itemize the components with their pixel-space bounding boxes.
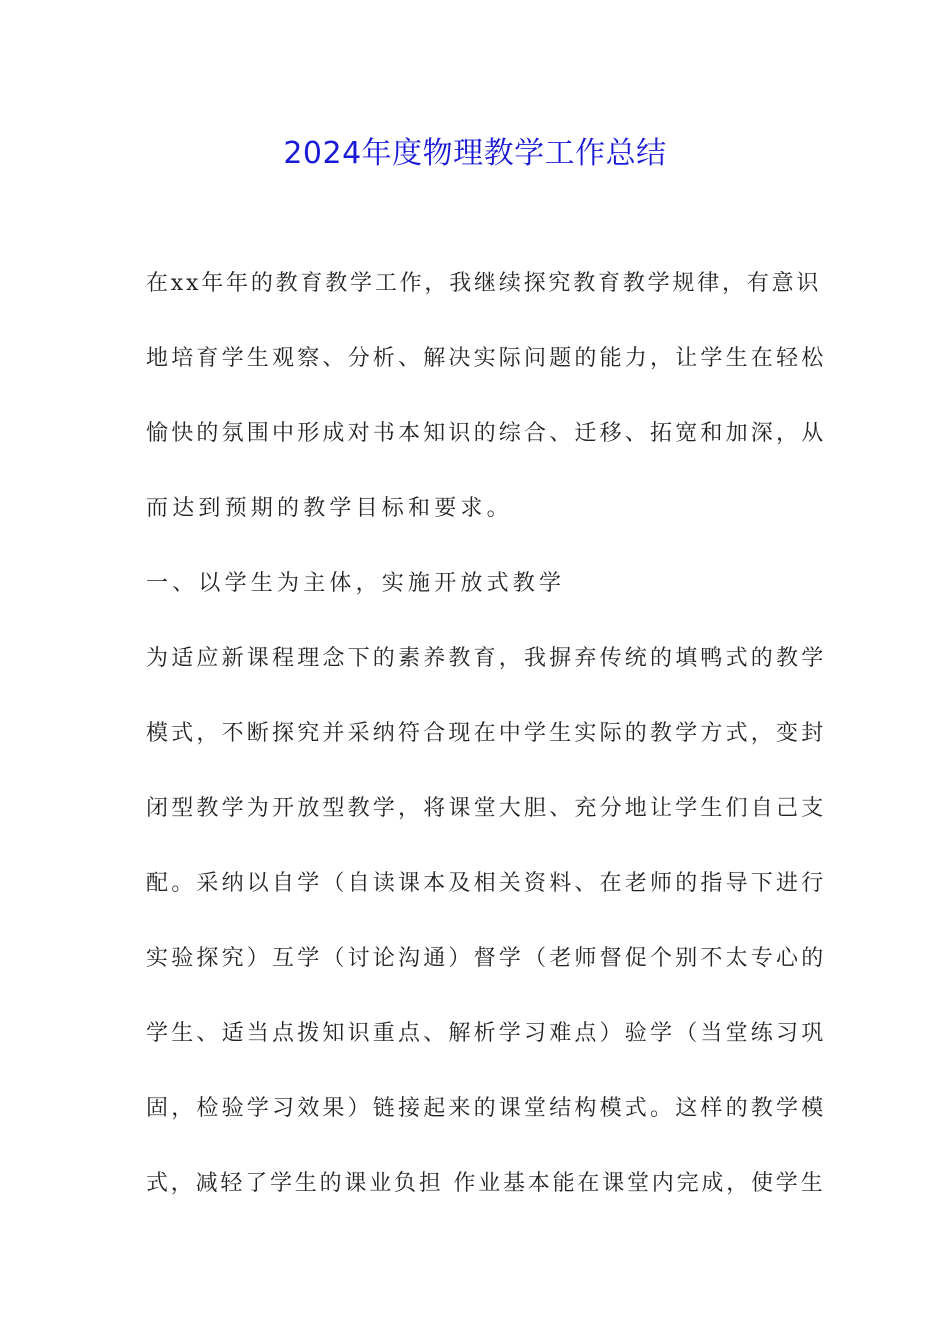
body-line-11: 学生、适当点拨知识重点、解析学习难点）验学（当堂练习巩 <box>146 1021 827 1046</box>
body-line-7: 模式，不断探究并采纳符合现在中学生实际的教学方式，变封 <box>146 721 827 746</box>
section-heading-1: 一、以学生为主体，实施开放式教学 <box>146 571 566 596</box>
body-line-13: 式，减轻了学生的课业负担 作业基本能在课堂内完成，使学生 <box>146 1171 826 1196</box>
body-line-1: 在xx年年的教育教学工作，我继续探究教育教学规律，有意识 <box>146 271 822 296</box>
document-title: 2024年度物理教学工作总结 <box>283 136 667 171</box>
body-line-3: 愉快的氛围中形成对书本知识的综合、迁移、拓宽和加深，从 <box>146 421 827 446</box>
body-line-4: 而达到预期的教学目标和要求。 <box>146 496 513 521</box>
body-line-9: 配。采纳以自学（自读课本及相关资料、在老师的指导下进行 <box>146 871 827 896</box>
body-line-12: 固，检验学习效果）链接起来的课堂结构模式。这样的教学模 <box>146 1096 827 1121</box>
body-line-8: 闭型教学为开放型教学，将课堂大胆、充分地让学生们自己支 <box>146 796 827 821</box>
body-line-6: 为适应新课程理念下的素养教育，我摒弃传统的填鸭式的教学 <box>146 646 827 671</box>
body-line-10: 实验探究）互学（讨论沟通）督学（老师督促个别不太专心的 <box>146 946 827 971</box>
body-line-2: 地培育学生观察、分析、解决实际问题的能力，让学生在轻松 <box>146 346 827 371</box>
